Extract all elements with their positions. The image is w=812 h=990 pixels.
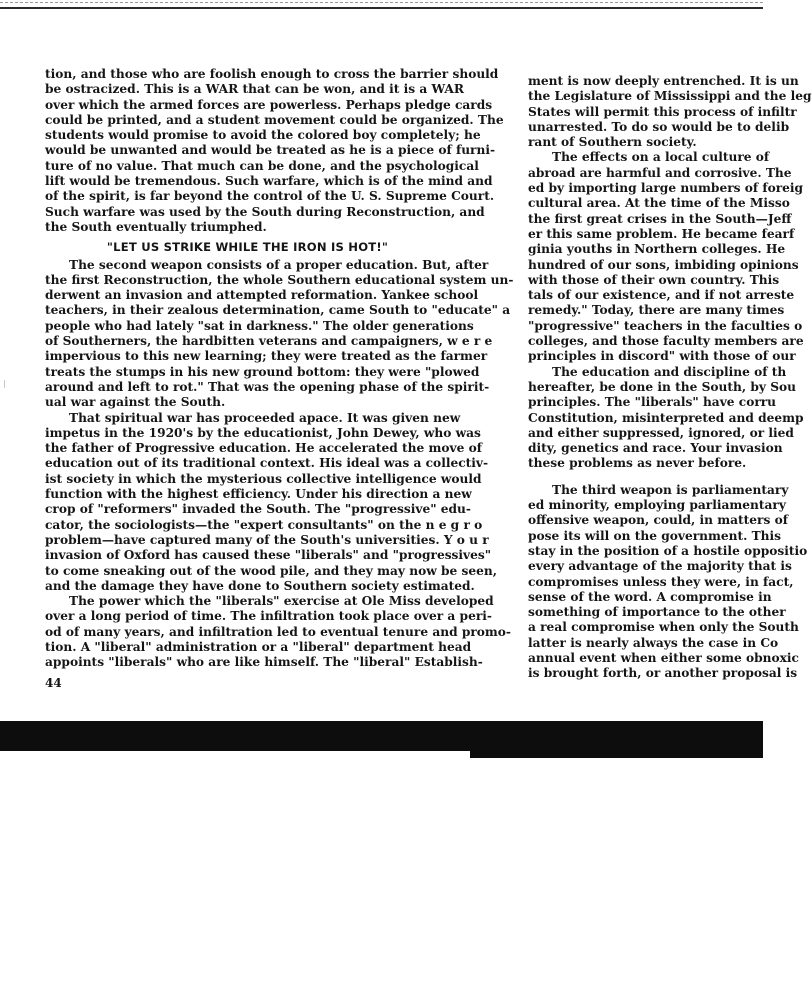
text-line: abroad are harmful and corrosive. The [528, 165, 792, 180]
text-line: ed minority, employing parliamentary [528, 498, 786, 513]
text-line: with those of their own country. This [528, 272, 780, 287]
text-line: dity, genetics and race. Your invasion [528, 441, 783, 456]
text-line: ual war against the South. [45, 395, 226, 410]
text-line: the first Reconstruction, the whole Southern educational system un- [45, 272, 514, 287]
text-line: unarrested. To do so would be to delib [528, 119, 790, 134]
text-line: The power which the "liberals" exercise at Ole Miss developed [69, 594, 494, 609]
text-line: That spiritual war has proceeded apace. It was given new [69, 410, 461, 425]
text-line: ment is now deeply entrenched. It is un [528, 74, 799, 88]
text-line: be ostracized. This is a WAR that can be won, and it is a WAR [45, 82, 465, 97]
text-line: The effects on a local culture of [552, 150, 770, 165]
text-line: lift would be tremendous. Such warfare, which is of the mind and [45, 174, 493, 189]
text-line: crop of "reformers" invaded the South. The "progressive" edu- [45, 502, 471, 517]
left-text-column [45, 67, 514, 671]
text-line: of the spirit, is far beyond the control of the U. S. Supreme Court. [45, 189, 495, 204]
text-line: students would promise to avoid the colored boy completely; he [45, 128, 481, 143]
text-line: The second weapon consists of a proper education. But, after [69, 257, 489, 272]
text-line: tion, and those who are foolish enough to cross the barrier should [45, 67, 499, 81]
text-line: would be unwanted and would be treated as he is a piece of furni- [45, 143, 496, 158]
text-line: could be printed, and a student movement could be organized. The [45, 112, 504, 127]
text-line: "progressive" teachers in the faculties o [528, 318, 803, 333]
text-line: over a long period of time. The infiltration took place over a peri- [45, 609, 492, 624]
text-line: education out of its traditional context. His ideal was a collectiv- [45, 456, 489, 471]
text-line: derwent an invasion and attempted reformation. Yankee school [45, 288, 479, 303]
text-line: these problems as never before. [528, 456, 747, 471]
text-line: cator, the sociologists—the "expert consultants" on the n e g r o [45, 517, 483, 532]
text-line: compromises unless they were, in fact, [528, 574, 794, 589]
left-paragraph-2 [45, 257, 514, 411]
text-line: Constitution, misinterpreted and deemp [528, 410, 804, 425]
text-line: impetus in the 1920's by the educationist, John Dewey, who was [45, 425, 481, 440]
text-line: people who had lately "sat in darkness." The older generations [45, 318, 474, 333]
text-line: over which the armed forces are powerless. Perhaps pledge cards [45, 97, 493, 112]
text-line: the Legislature of Mississippi and the leg [528, 89, 812, 104]
text-line: ist society in which the mysterious collective intelligence would [45, 471, 482, 486]
text-line: teachers, in their zealous determination, came South to "educate" a [45, 303, 511, 318]
text-line: ed by importing large numbers of foreig [528, 181, 804, 196]
text-line: something of importance to the other [528, 605, 786, 620]
text-line: the first great crises in the South—Jeff [528, 211, 792, 226]
text-line: hundred of our sons, imbiding opinions [528, 257, 799, 272]
text-line: offensive weapon, could, in matters of [528, 513, 788, 528]
left-paragraph-4 [45, 594, 511, 670]
text-line: of Southerners, the hardbitten veterans and campaigners, w e r e [45, 334, 493, 349]
right-paragraph-4 [528, 482, 808, 682]
paragraph-gap [528, 472, 788, 483]
text-line: and the damage they have done to Southern society estimated. [45, 578, 475, 593]
top-edge-perforation [0, 2, 763, 4]
right-paragraph-1 [528, 74, 812, 150]
text-line: colleges, and those faculty members are [528, 334, 804, 349]
text-line: hereafter, be done in the South, by Sou [528, 379, 796, 394]
text-line: sense of the word. A compromise in [528, 589, 772, 604]
text-line: pose its will on the government. This [528, 528, 782, 543]
text-line: appoints "liberals" who are like himself. The "liberal" Establish- [45, 655, 483, 670]
left-paragraph-1 [45, 67, 504, 235]
text-line: around and left to rot." That was the opening phase of the spirit- [45, 379, 490, 394]
text-line: Such warfare was used by the South during Reconstruction, and [45, 204, 485, 219]
text-line: tion. A "liberal" administration or a "liberal" department head [45, 639, 472, 654]
text-line: tals of our existence, and if not arreste [528, 288, 795, 303]
text-line: ginia youths in Northern colleges. He [528, 242, 786, 257]
text-line: annual event when either some obnoxic [528, 650, 799, 665]
text-line: function with the highest efficiency. Under his direction a new [45, 487, 472, 502]
text-line: remedy." Today, there are many times [528, 303, 785, 318]
top-border-rule [0, 7, 763, 9]
text-line: a real compromise when only the South [528, 620, 799, 635]
text-line: impervious to this new learning; they were treated as the farmer [45, 349, 488, 364]
text-line: the father of Progressive education. He accelerated the move of [45, 441, 483, 456]
text-line: stay in the position of a hostile oppositio [528, 543, 808, 558]
text-line: od of many years, and infiltration led to eventual tenure and promo- [45, 624, 511, 639]
text-line: cultural area. At the time of the Misso [528, 196, 790, 211]
text-line: invasion of Oxford has caused these "liberals" and "progressives" [45, 548, 492, 563]
text-line: is brought forth, or another proposal is [528, 666, 798, 681]
text-line: The third weapon is parliamentary [552, 482, 789, 497]
left-paragraph-3 [45, 410, 497, 595]
page-number: 44 [45, 676, 62, 690]
text-line: principles in discord" with those of our [528, 349, 796, 364]
bottom-black-band [0, 721, 763, 751]
right-paragraph-3 [528, 364, 804, 472]
section-heading: "LET US STRIKE WHILE THE IRON IS HOT!" [106, 240, 389, 255]
text-line: to come sneaking out of the wood pile, and they may now be seen, [45, 563, 497, 578]
right-paragraph-2 [528, 150, 804, 364]
text-line: er this same problem. He became fearf [528, 226, 795, 241]
text-line: latter is nearly always the case in Co [528, 635, 779, 650]
text-line: The education and discipline of th [552, 364, 787, 379]
text-line: States will permit this process of infiltr [528, 104, 797, 119]
text-line: treats the stumps in his new ground bottom: they were "plowed [45, 364, 480, 379]
text-line: problem—have captured many of the South's universities. Y o u r [45, 532, 489, 547]
margin-mark [4, 380, 8, 388]
text-line: rant of Southern society. [528, 135, 697, 150]
right-text-column [528, 74, 812, 682]
bottom-band-edge [470, 748, 763, 758]
text-line: principles. The "liberals" have corru [528, 395, 777, 410]
text-line: and either suppressed, ignored, or lied [528, 425, 794, 440]
text-line: ture of no value. That much can be done, and the psychological [45, 158, 479, 173]
text-line: every advantage of the majority that is [528, 559, 792, 574]
text-line: the South eventually triumphed. [45, 219, 267, 234]
